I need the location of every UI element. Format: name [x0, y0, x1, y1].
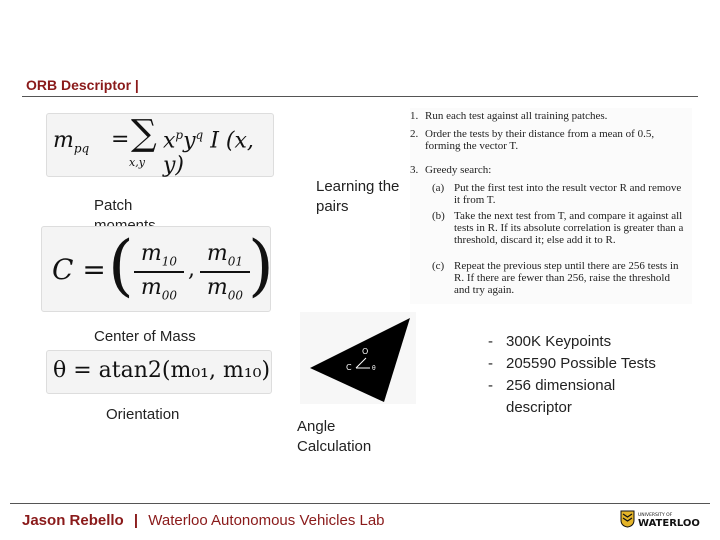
footer-author: Jason Rebello: [22, 512, 124, 529]
footer-lab: Waterloo Autonomous Vehicles Lab: [148, 512, 385, 529]
moment-p: p: [175, 128, 184, 142]
angle-triangle-graphic: [300, 312, 416, 404]
bullet-item: - 256 dimensional descriptor: [488, 377, 616, 416]
angle-label-c: C: [346, 363, 352, 372]
patch-moment-formula: $m_{pq}$ = ∑ x,y $x^py^q$ I (x, y): [46, 113, 274, 177]
shield-icon: [620, 510, 702, 528]
logo-text-bottom: WATERLOO: [638, 518, 700, 528]
orientation-formula: [46, 350, 272, 394]
slide-title: ORB Descriptor |: [26, 77, 139, 93]
center-of-mass-label: Center of Mass: [94, 328, 196, 345]
university-logo: [620, 510, 702, 528]
patch-moments-label: Patch: [94, 197, 133, 214]
moment-sum-sub: x,y: [129, 156, 145, 169]
moment-y: y: [183, 128, 196, 154]
angle-triangle-shape: [310, 318, 410, 402]
moment-lhs-sub: pq: [73, 141, 90, 156]
learning-pairs-label: Learning the pairs: [316, 178, 400, 215]
moment-tail: I (x, y): [163, 128, 254, 179]
angle-calculation-label: Angle Calculation: [297, 418, 372, 455]
footer-text: [22, 512, 385, 529]
orientation-expression: θ = atan2(m₀₁, m₁₀): [53, 358, 271, 383]
orientation-label: Orientation: [106, 406, 180, 423]
title-divider: [22, 96, 698, 97]
moment-q: q: [195, 128, 204, 142]
moment-lhs: m: [53, 128, 74, 153]
moment-x: x: [163, 128, 176, 154]
centroid-lhs: C =: [52, 253, 106, 286]
footer-divider: [10, 503, 710, 504]
greedy-algorithm-block: 1. Run each test against all training patches. 2. Order the tests by their distance from a mean of 0.5, forming the vector T. 3. Greedy search: (a) Put the first test into the result vector R and remove it from T. (b) Take the next test from T, and compare it against all tests in R. If its absolute correlation is greater than a threshold, discard it; else add it to R. (c) Repeat the previous step until there are 256 tests in R. If there are fewer than 256, raise the threshold and try again.: [410, 108, 692, 304]
centroid-formula: C = ( $m_{10}$ $m_{00}$ , $m_{01}$ $m_{00}$ ): [41, 226, 271, 312]
bullet-item: - 205590 Possible Tests: [488, 355, 656, 372]
angle-label-theta: θ: [372, 365, 376, 372]
angle-diagram: [300, 312, 416, 404]
stats-bullet-list: [488, 331, 698, 419]
angle-label-o: O: [362, 347, 369, 356]
footer-separator: |: [133, 512, 139, 529]
bullet-item: - 300K Keypoints: [488, 333, 612, 350]
logo-text-top: UNIVERSITY OF: [638, 513, 673, 518]
